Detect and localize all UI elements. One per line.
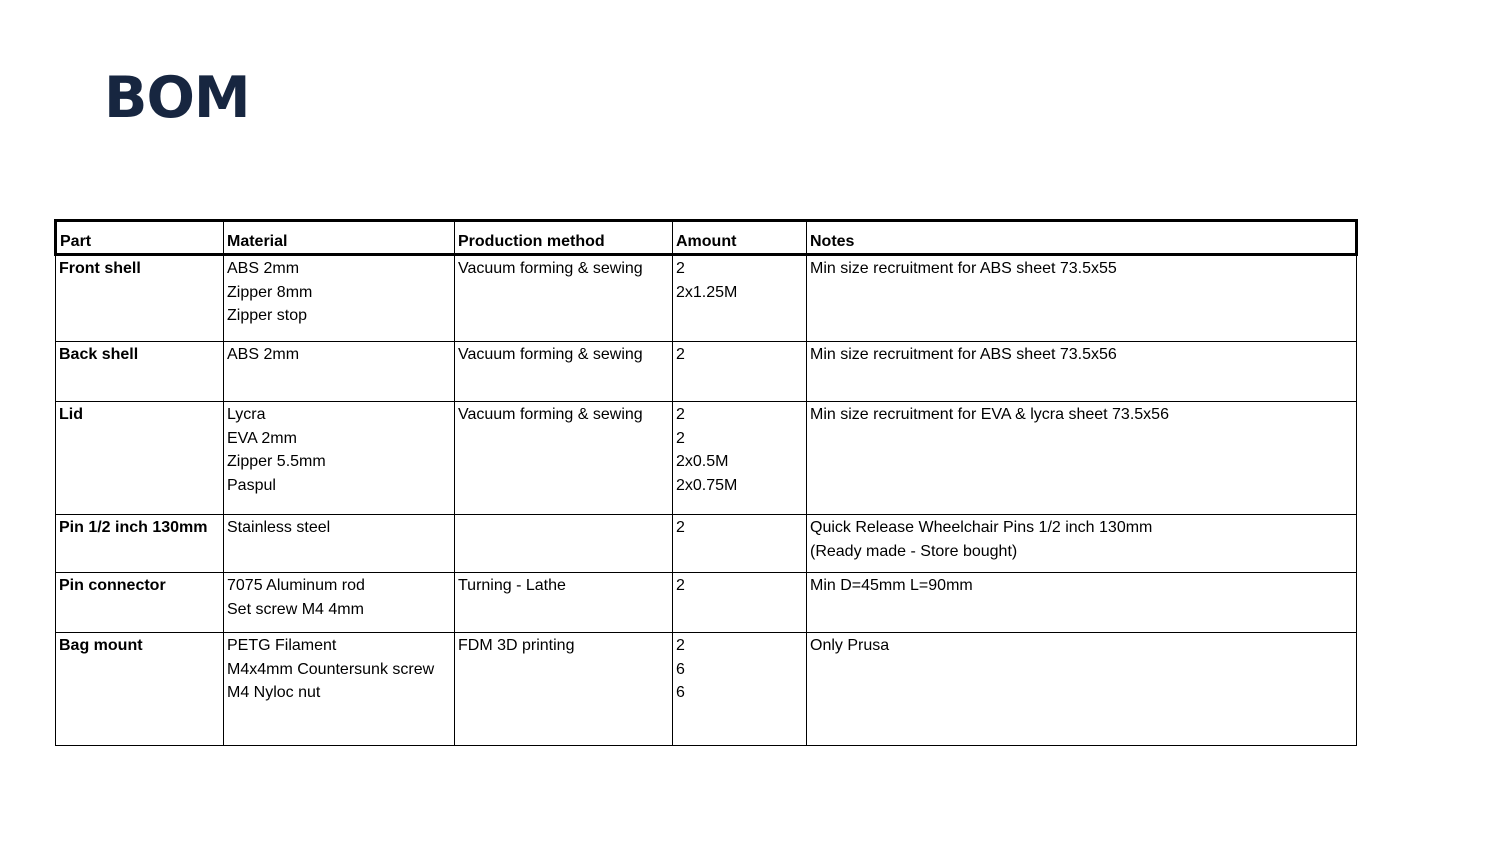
cell-part: Lid xyxy=(56,402,224,515)
cell-amount-line: 2x0.75M xyxy=(676,476,738,494)
header-production-method: Production method xyxy=(455,221,673,255)
cell-material-line: EVA 2mm xyxy=(227,429,297,447)
cell-amount-line: 6 xyxy=(676,684,685,701)
cell-part: Back shell xyxy=(56,342,224,402)
header-part: Part xyxy=(56,221,224,255)
bom-table xyxy=(54,219,1358,746)
cell-production-method xyxy=(455,573,673,633)
cell-material-line: Lycra xyxy=(227,406,266,423)
cell-amount-line: 2 xyxy=(676,637,685,654)
cell-notes-line: Quick Release Wheelchair Pins 1/2 inch 130mm xyxy=(810,519,1153,536)
cell-material-line: 7075 Aluminum rod xyxy=(227,577,365,594)
cell-notes xyxy=(807,342,1357,402)
cell-production-method-line: Vacuum forming & sewing xyxy=(458,346,643,363)
cell-amount-line: 2x1.25M xyxy=(676,283,738,301)
header-row xyxy=(56,221,1357,255)
cell-notes xyxy=(807,633,1357,746)
cell-notes xyxy=(807,255,1357,342)
table-row xyxy=(56,342,1357,402)
table-body xyxy=(56,255,1357,746)
cell-material xyxy=(224,342,455,402)
cell-amount xyxy=(673,255,807,342)
cell-production-method xyxy=(455,633,673,746)
table-header xyxy=(56,221,1357,255)
cell-material xyxy=(224,633,455,746)
cell-material-line: Zipper 5.5mm xyxy=(227,453,326,470)
cell-material-line: Set screw M4 4mm xyxy=(227,600,364,618)
cell-material-line: Stainless steel xyxy=(227,519,331,536)
cell-material xyxy=(224,255,455,342)
header-notes: Notes xyxy=(807,221,1357,255)
header-material: Material xyxy=(224,221,455,255)
cell-production-method-line: FDM 3D printing xyxy=(458,637,575,654)
cell-production-method-line: Vacuum forming & sewing xyxy=(458,406,643,423)
cell-notes-line: Min size recruitment for ABS sheet 73.5x55 xyxy=(810,260,1117,277)
cell-amount-line: 6 xyxy=(676,660,685,678)
cell-material xyxy=(224,402,455,515)
table-row xyxy=(56,255,1357,342)
cell-amount-line: 2 xyxy=(676,260,685,277)
cell-material-line: Zipper 8mm xyxy=(227,283,313,301)
table-row xyxy=(56,633,1357,746)
cell-amount xyxy=(673,573,807,633)
cell-amount xyxy=(673,515,807,573)
cell-material xyxy=(224,573,455,633)
cell-material-line: M4 Nyloc nut xyxy=(227,684,321,701)
cell-material-line: Paspul xyxy=(227,476,276,494)
cell-notes-line: (Ready made - Store bought) xyxy=(810,542,1018,560)
cell-part: Front shell xyxy=(56,255,224,342)
cell-part: Pin 1/2 inch 130mm xyxy=(56,515,224,573)
cell-amount-line: 2 xyxy=(676,346,685,363)
table-row xyxy=(56,515,1357,573)
cell-amount-line: 2x0.5M xyxy=(676,453,729,470)
cell-production-method xyxy=(455,402,673,515)
table-row xyxy=(56,573,1357,633)
header-amount: Amount xyxy=(673,221,807,255)
cell-notes-line: Min size recruitment for ABS sheet 73.5x56 xyxy=(810,346,1117,363)
table-row xyxy=(56,402,1357,515)
cell-notes xyxy=(807,515,1357,573)
cell-production-method-line: Turning - Lathe xyxy=(458,577,566,594)
cell-amount-line: 2 xyxy=(676,519,685,536)
cell-amount xyxy=(673,402,807,515)
cell-material-line: PETG Filament xyxy=(227,637,337,654)
cell-part: Bag mount xyxy=(56,633,224,746)
cell-material-line: Zipper stop xyxy=(227,307,308,324)
cell-notes-line: Min D=45mm L=90mm xyxy=(810,577,973,594)
cell-notes xyxy=(807,573,1357,633)
cell-amount-line: 2 xyxy=(676,577,685,594)
page-title: BOM xyxy=(104,65,250,131)
cell-material-line: ABS 2mm xyxy=(227,260,300,277)
cell-production-method xyxy=(455,342,673,402)
cell-production-method-line: Vacuum forming & sewing xyxy=(458,260,643,277)
cell-notes xyxy=(807,402,1357,515)
cell-amount-line: 2 xyxy=(676,406,685,423)
cell-material xyxy=(224,515,455,573)
cell-material-line: ABS 2mm xyxy=(227,346,300,363)
cell-amount xyxy=(673,633,807,746)
cell-production-method xyxy=(455,255,673,342)
cell-material-line: M4x4mm Countersunk screw xyxy=(227,660,435,678)
cell-notes-line: Only Prusa xyxy=(810,637,890,654)
cell-production-method xyxy=(455,515,673,573)
cell-part: Pin connector xyxy=(56,573,224,633)
cell-notes-line: Min size recruitment for EVA & lycra sheet 73.5x56 xyxy=(810,406,1169,423)
cell-amount-line: 2 xyxy=(676,429,685,447)
cell-amount xyxy=(673,342,807,402)
